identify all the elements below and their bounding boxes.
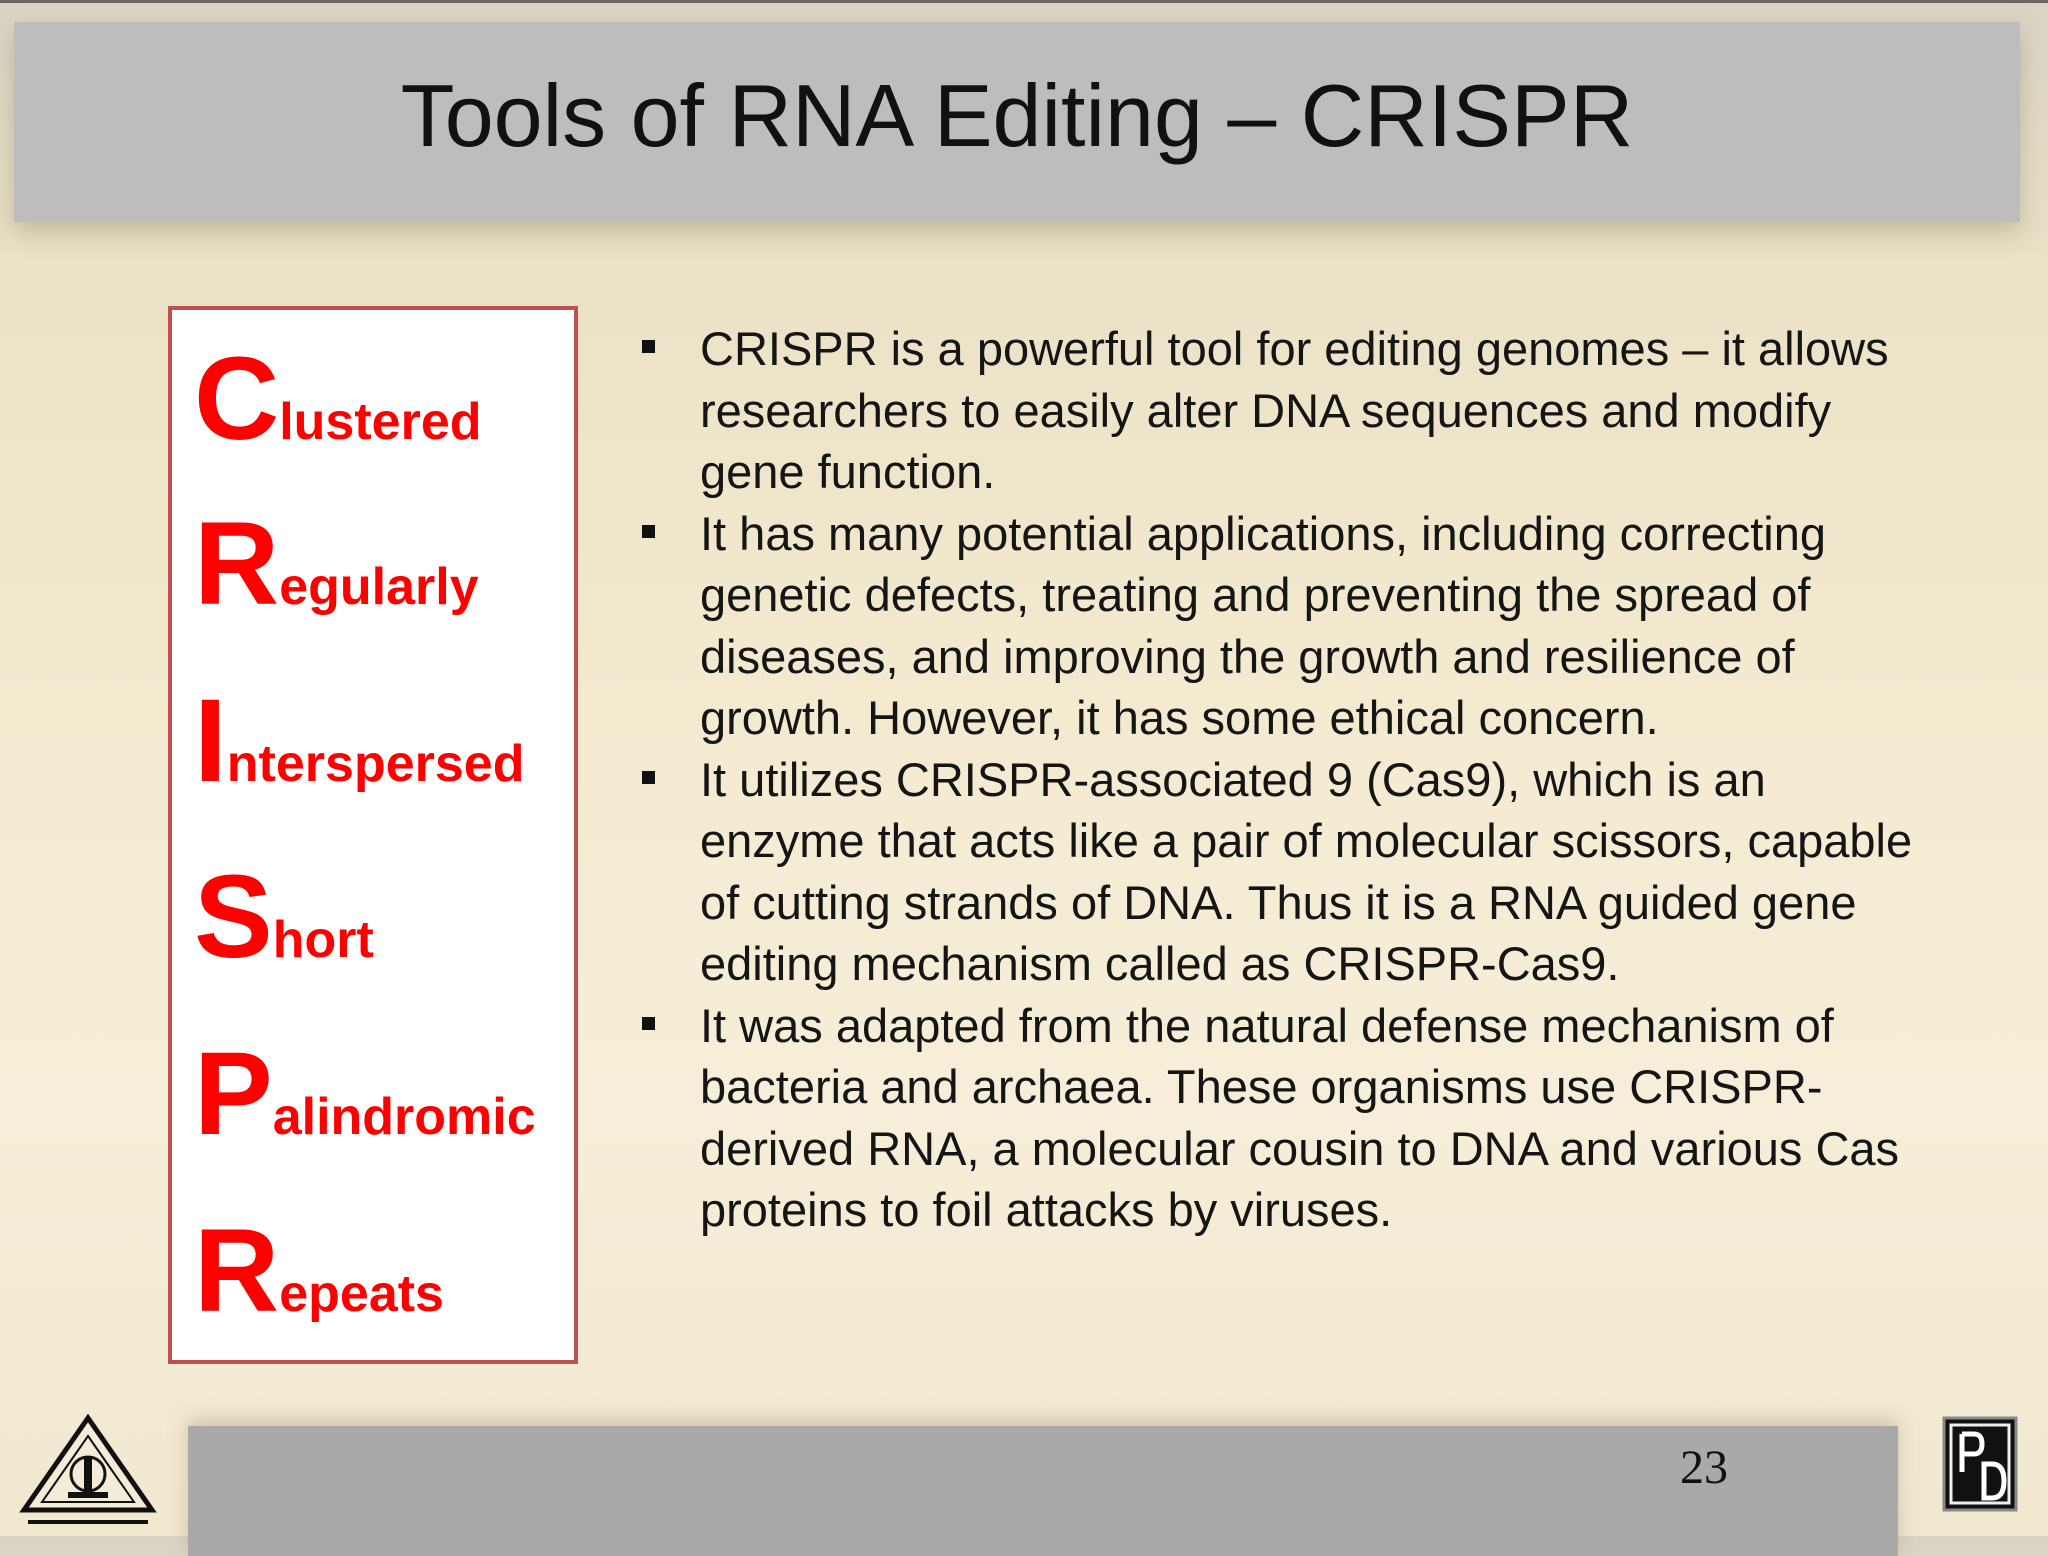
bullet-text: CRISPR is a powerful tool for editing genomes – it allows researchers to easily alter DNA sequences and modify gene function. <box>700 322 1889 498</box>
acronym-initial: S <box>194 851 273 983</box>
bullet-item <box>630 995 1930 1241</box>
acronym-initial: P <box>194 1028 273 1160</box>
square-bullet-icon <box>642 771 655 784</box>
square-bullet-icon <box>642 1017 655 1030</box>
acronym-row-palindromic <box>194 1028 536 1160</box>
bullet-text: It utilizes CRISPR-associated 9 (Cas9), which is an enzyme that acts like a pair of molecular scissors, capable of cutting strands of DNA. Thus it is a RNA guided gene editing mechanism called as CRISPR-Cas9. <box>700 752 1913 990</box>
pd-logo-icon <box>1942 1416 2018 1516</box>
bullet-text: It has many potential applications, including correcting genetic defects, treating and preventing the spread of diseases, and improving the growth and resilience of growth. However, it has some ethical concern. <box>700 506 1827 744</box>
footer-bar <box>188 1426 1898 1556</box>
acronym-rest: alindromic <box>272 1088 536 1146</box>
acronym-rest: epeats <box>279 1265 444 1323</box>
institute-logo-icon <box>18 1412 158 1530</box>
crispr-acronym-box <box>168 306 578 1364</box>
bullet-item <box>630 749 1930 995</box>
acronym-rest: egularly <box>279 558 479 616</box>
acronym-rest: lustered <box>279 393 482 451</box>
acronym-row-clustered <box>194 333 482 465</box>
title-bar <box>14 22 2020 222</box>
acronym-row-regularly <box>194 498 479 630</box>
acronym-initial: R <box>194 498 280 630</box>
slide-title: Tools of RNA Editing – CRISPR <box>400 66 1634 165</box>
acronym-row-repeats <box>194 1205 444 1337</box>
square-bullet-icon <box>642 340 655 353</box>
bullet-item <box>630 503 1930 749</box>
square-bullet-icon <box>642 525 655 538</box>
acronym-row-short <box>194 851 374 983</box>
acronym-row-interspersed <box>194 675 525 807</box>
bullet-text: It was adapted from the natural defense mechanism of bacteria and archaea. These organisms use CRISPR-derived RNA, a molecular cousin to DNA and various Cas proteins to foil attacks by viruses. <box>700 998 1900 1236</box>
top-rule <box>0 0 2048 3</box>
acronym-rest: hort <box>272 911 374 969</box>
bullet-list <box>630 318 1930 1241</box>
acronym-initial: I <box>194 675 227 807</box>
acronym-initial: R <box>194 1205 280 1337</box>
acronym-rest: nterspersed <box>226 735 525 793</box>
page-number: 23 <box>1680 1441 1728 1494</box>
acronym-initial: C <box>194 333 280 465</box>
bullet-item <box>630 318 1930 503</box>
